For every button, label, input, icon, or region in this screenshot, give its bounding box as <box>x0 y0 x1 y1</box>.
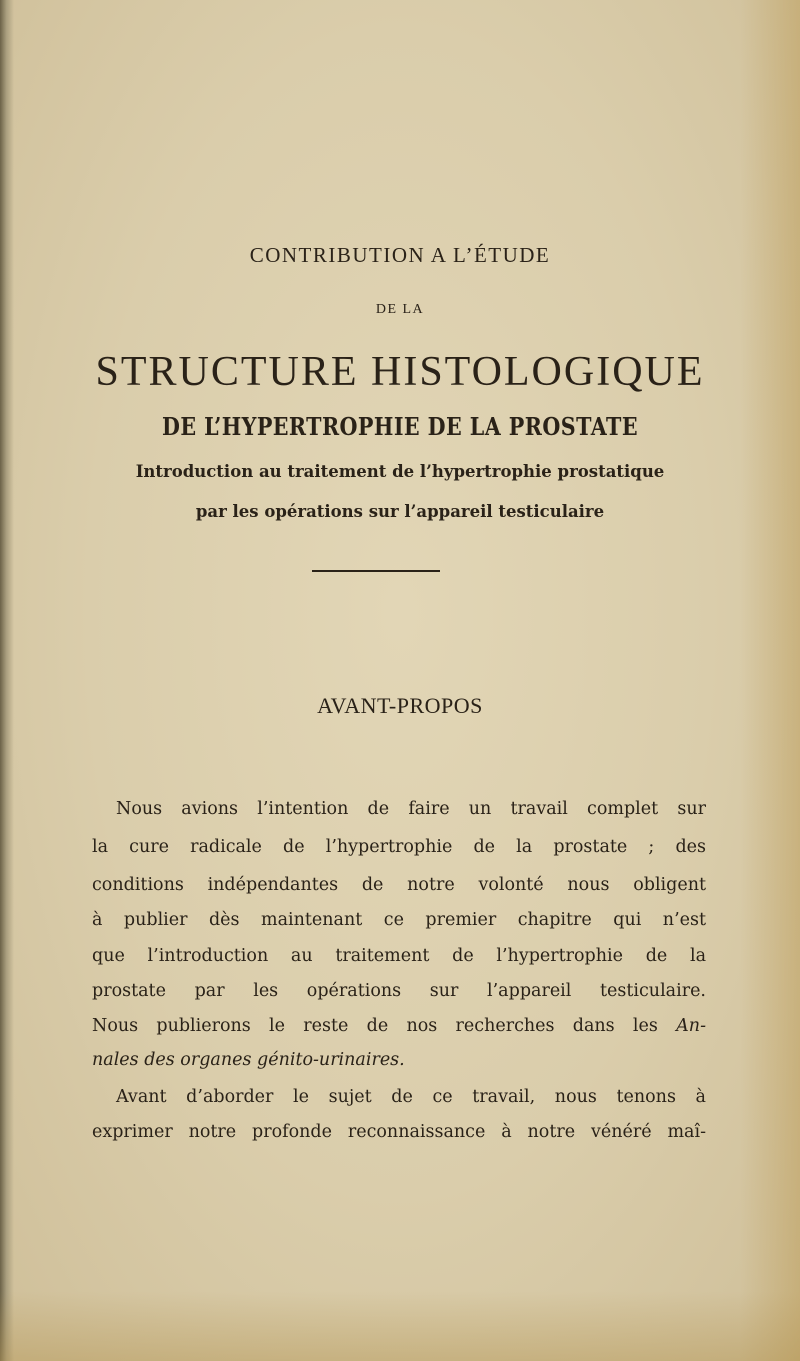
divider-rule <box>312 570 440 572</box>
body-line-10: exprimer notre profonde reconnaissance à notre vénéré maî- <box>92 1122 706 1142</box>
subtitle-line-2: par les opérations sur l’appareil testiculaire <box>195 502 605 521</box>
subtitle-line-1: Introduction au traitement de l’hypertrophie prostatique <box>135 462 665 481</box>
body-line-2: la cure radicale de l’hypertrophie de la prostate ; des <box>92 837 706 857</box>
body-line-6: prostate par les opérations sur l’appareil testiculaire. <box>92 981 706 1001</box>
page-bottom-edge-stain <box>0 1291 800 1361</box>
body-line-7 <box>92 1014 706 1038</box>
body-line-7-text: Nous publierons le reste de nos recherches dans les <box>92 1016 658 1036</box>
body-line-1: Nous avions l’intention de faire un travail complet sur <box>116 799 706 819</box>
section-heading: AVANT-PROPOS <box>317 693 483 718</box>
title-line-2: DE LA <box>375 302 425 317</box>
body-line-3: conditions indépendantes de notre volonté nous obligent <box>92 875 706 895</box>
title-line-1: CONTRIBUTION A L’ÉTUDE <box>249 243 551 267</box>
main-title: STRUCTURE HISTOLOGIQUE <box>95 349 705 395</box>
body-line-5: que l’introduction au traitement de l’hypertrophie de la <box>92 946 706 966</box>
page-right-edge-stain <box>740 0 800 1361</box>
title-line-4: DE L’HYPERTROPHIE DE LA PROSTATE <box>162 412 638 441</box>
page-left-edge-shadow <box>0 0 14 1361</box>
body-line-4: à publier dès maintenant ce premier chapitre qui n’est <box>92 910 706 930</box>
body-line-8: nales des organes génito-urinaires. <box>92 1050 405 1070</box>
body-line-7-italic: An- <box>676 1016 706 1036</box>
body-line-9: Avant d’aborder le sujet de ce travail, nous tenons à <box>116 1087 706 1107</box>
